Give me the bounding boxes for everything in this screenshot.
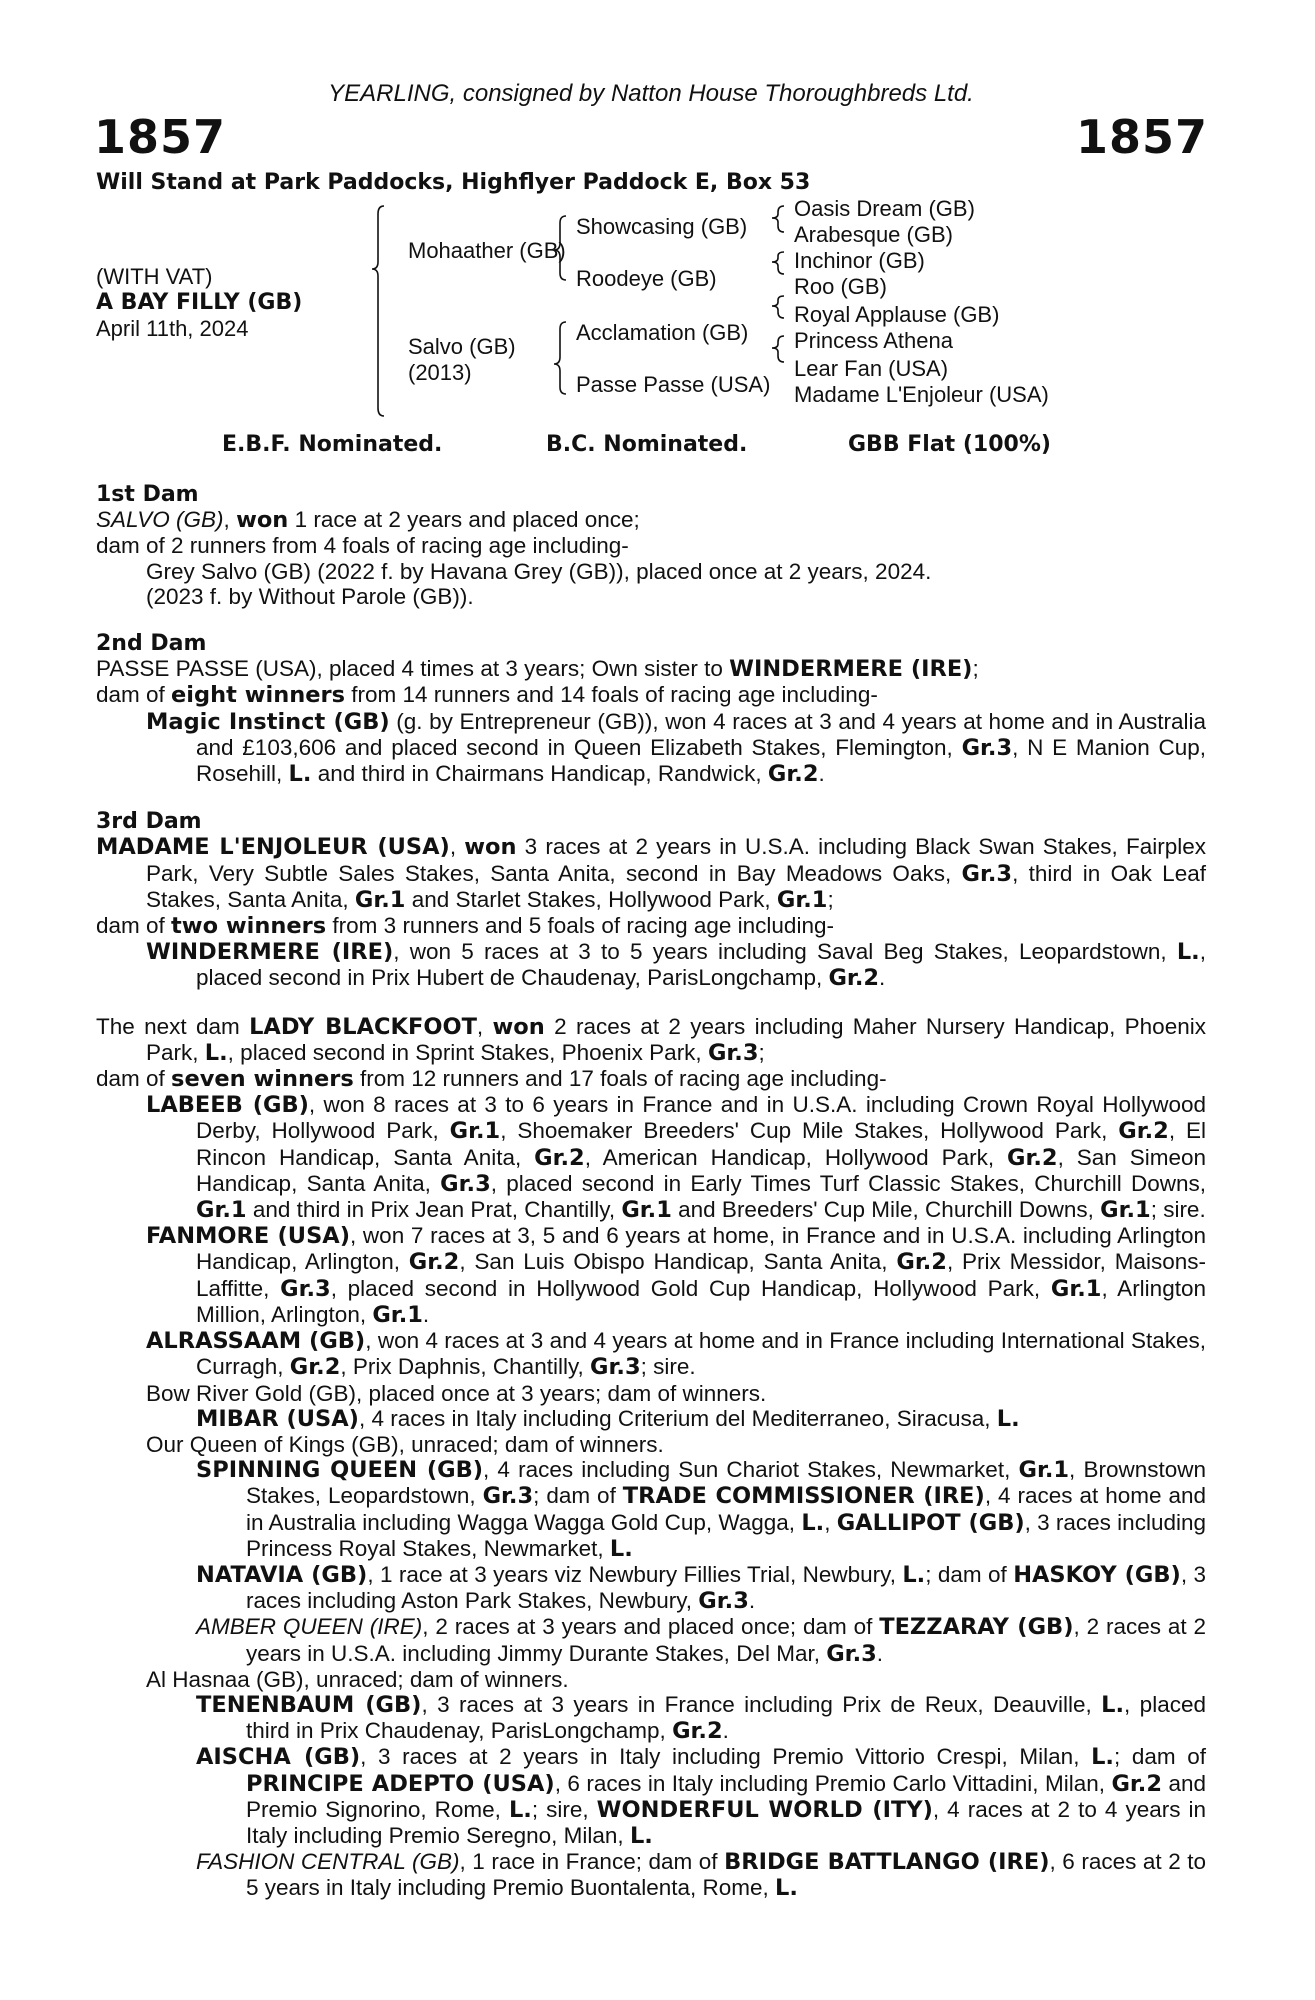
pedigree-entry: The next dam LADY BLACKFOOT, won 2 races at 2 years including Maher Nursery Handicap, Phoenix Park, L., placed second in Sprint Stakes, Phoenix Park, Gr.3; xyxy=(96,1013,1206,1066)
sire-dam: Roodeye (GB) xyxy=(576,266,717,291)
family-notes xyxy=(96,482,1206,1902)
pedigree-entry: (2023 f. by Without Parole (GB)). xyxy=(146,583,474,609)
dam-dam: Passe Passe (USA) xyxy=(576,372,771,397)
pedigree-entry: dam of two winners from 3 runners and 5 foals of racing age including- xyxy=(96,913,834,940)
gbb-flat: GBB Flat (100%) xyxy=(848,432,1051,457)
pedigree-entry: Grey Salvo (GB) (2022 f. by Havana Grey (GB)), placed once at 2 years, 2024. xyxy=(146,558,932,584)
section-heading: 2nd Dam xyxy=(96,631,207,657)
gs-3: Inchinor (GB) xyxy=(794,248,925,273)
section-heading: 1st Dam xyxy=(96,482,199,507)
pedigree-entry: Magic Instinct (GB) (g. by Entrepreneur (GB)), won 4 races at 3 and 4 years at home and in Australia and £103,606 and placed second in Queen Elizabeth Stakes, Flemington, Gr.3, N E Manion Cup, Rosehill, L. and third in Chairmans Handicap, Randwick, Gr.2. xyxy=(146,708,1206,788)
section-heading: 3rd Dam xyxy=(96,809,202,835)
pedigree-entry: WINDERMERE (IRE), won 5 races at 3 to 5 years including Saval Beg Stakes, Leopardstown, L., placed second in Prix Hubert de Chaudenay, ParisLongchamp, Gr.2. xyxy=(146,939,1206,992)
pedigree-entry: TENENBAUM (GB), 3 races at 3 years in France including Prix de Reux, Deauville, L., placed third in Prix Chaudenay, ParisLongchamp, Gr.2. xyxy=(196,1691,1206,1745)
gs-6: Princess Athena xyxy=(794,328,953,353)
consignment-line: YEARLING, consigned by Natton House Thoroughbreds Ltd. xyxy=(328,80,974,107)
gs-7: Lear Fan (USA) xyxy=(794,356,949,381)
pedigree-entry: FANMORE (USA), won 7 races at 3, 5 and 6 years at home, in France and in U.S.A. including Arlington Handicap, Arlington, Gr.2, San Luis Obispo Handicap, Santa Anita, Gr.2, Prix Messidor, Maisons-Laffitte, Gr.3, placed second in Hollywood Gold Cup Handicap, Hollywood Park, Gr.1, Arlington Million, Arlington, Gr.1. xyxy=(146,1223,1206,1328)
pedigree-entry: NATAVIA (GB), 1 race at 3 years viz Newbury Fillies Trial, Newbury, L.; dam of HASKOY (GB), 3 races including Aston Park Stakes, Newbury, Gr.3. xyxy=(196,1561,1206,1615)
pedigree-entry: Al Hasnaa (GB), unraced; dam of winners. xyxy=(146,1666,569,1692)
pedigree-entry: MIBAR (USA), 4 races in Italy including Criterium del Mediterraneo, Siracusa, L. xyxy=(196,1405,1020,1432)
pedigree-entry: Our Queen of Kings (GB), unraced; dam of winners. xyxy=(146,1431,664,1457)
gs-4: Roo (GB) xyxy=(794,274,887,299)
sire-name: Mohaather (GB) xyxy=(408,238,566,263)
pedigree-entry: MADAME L'ENJOLEUR (USA), won 3 races at 2 years in U.S.A. including Black Swan Stakes, Fairplex Park, Very Subtle Sales Stakes, Santa Anita, second in Bay Meadows Oaks, Gr.3, third in Oak Leaf Stakes, Santa Anita, Gr.1 and Starlet Stakes, Hollywood Park, Gr.1; xyxy=(96,834,1206,913)
foaling-date: April 11th, 2024 xyxy=(96,316,249,341)
vat-note: (WITH VAT) xyxy=(96,264,213,289)
pedigree-entry: dam of eight winners from 14 runners and 14 foals of racing age including- xyxy=(96,682,878,709)
pedigree-entry: SPINNING QUEEN (GB), 4 races including Sun Chariot Stakes, Newmarket, Gr.1, Brownstown Stakes, Leopardstown, Gr.3; dam of TRADE COMMISSIONER (IRE), 4 races at home and in Australia including Wagga Wagga Gold Cup, Wagga, L., GALLIPOT (GB), 3 races including Princess Royal Stakes, Newmarket, L. xyxy=(196,1457,1207,1562)
pedigree-entry: dam of 2 runners from 4 foals of racing age including- xyxy=(96,533,629,559)
spacer xyxy=(96,992,1206,1014)
pedigree-table xyxy=(96,196,1206,418)
pedigree-entry: PASSE PASSE (USA), placed 4 times at 3 years; Own sister to WINDERMERE (IRE); xyxy=(96,656,979,683)
dam-name: Salvo (GB) xyxy=(408,334,516,359)
pedigree-entry: ALRASSAAM (GB), won 4 races at 3 and 4 years at home and in France including International Stakes, Curragh, Gr.2, Prix Daphnis, Chantilly, Gr.3; sire. xyxy=(146,1328,1206,1381)
lot-number-left: 1857 xyxy=(94,110,227,164)
horse-name: A BAY FILLY (GB) xyxy=(96,290,303,315)
nominations-row xyxy=(96,432,1206,462)
pedigree-entry: SALVO (GB), won 1 race at 2 years and placed once; xyxy=(96,507,640,534)
stabling-location: Will Stand at Park Paddocks, Highflyer Paddock E, Box 53 xyxy=(96,170,811,195)
sire-sire: Showcasing (GB) xyxy=(576,214,748,239)
gs-1: Oasis Dream (GB) xyxy=(794,196,975,221)
pedigree-entry: AISCHA (GB), 3 races at 2 years in Italy including Premio Vittorio Crespi, Milan, L.; dam of PRINCIPE ADEPTO (USA), 6 races in Italy including Premio Carlo Vittadini, Milan, Gr.2 and Premio Signorino, Rome, L.; sire, WONDERFUL WORLD (ITY), 4 races at 2 to 4 years in Italy including Premio Seregno, Milan, L. xyxy=(196,1744,1207,1849)
bc-nomination: B.C. Nominated. xyxy=(546,432,748,457)
pedigree-entry: FASHION CENTRAL (GB), 1 race in France; dam of BRIDGE BATTLANGO (IRE), 6 races at 2 to 5 years in Italy including Premio Buontalenta, Rome, L. xyxy=(196,1849,1207,1902)
pedigree-entry: AMBER QUEEN (IRE), 2 races at 3 years and placed once; dam of TEZZARAY (GB), 2 races at 2 years in U.S.A. including Jimmy Durante Stakes, Del Mar, Gr.3. xyxy=(196,1614,1206,1667)
gs-5: Royal Applause (GB) xyxy=(794,302,1000,327)
dam-sire: Acclamation (GB) xyxy=(576,320,749,345)
pedigree-entry: dam of seven winners from 12 runners and 17 foals of racing age including- xyxy=(96,1066,887,1093)
ebf-nomination: E.B.F. Nominated. xyxy=(222,432,443,457)
pedigree-entry: Bow River Gold (GB), placed once at 3 years; dam of winners. xyxy=(146,1380,767,1406)
dam-year: (2013) xyxy=(408,360,472,385)
pedigree-entry: LABEEB (GB), won 8 races at 3 to 6 years in France and in U.S.A. including Crown Royal Hollywood Derby, Hollywood Park, Gr.1, Shoemaker Breeders' Cup Mile Stakes, Hollywood Park, Gr.2, El Rincon Handicap, Santa Anita, Gr.2, American Handicap, Hollywood Park, Gr.2, San Simeon Handicap, Santa Anita, Gr.3, placed second in Early Times Turf Classic Stakes, Churchill Downs, Gr.1 and third in Prix Jean Prat, Chantilly, Gr.1 and Breeders' Cup Mile, Churchill Downs, Gr.1; sire. xyxy=(146,1092,1207,1224)
lot-number-right: 1857 xyxy=(1075,110,1208,164)
gs-8: Madame L'Enjoleur (USA) xyxy=(794,382,1049,407)
gs-2: Arabesque (GB) xyxy=(794,222,953,247)
